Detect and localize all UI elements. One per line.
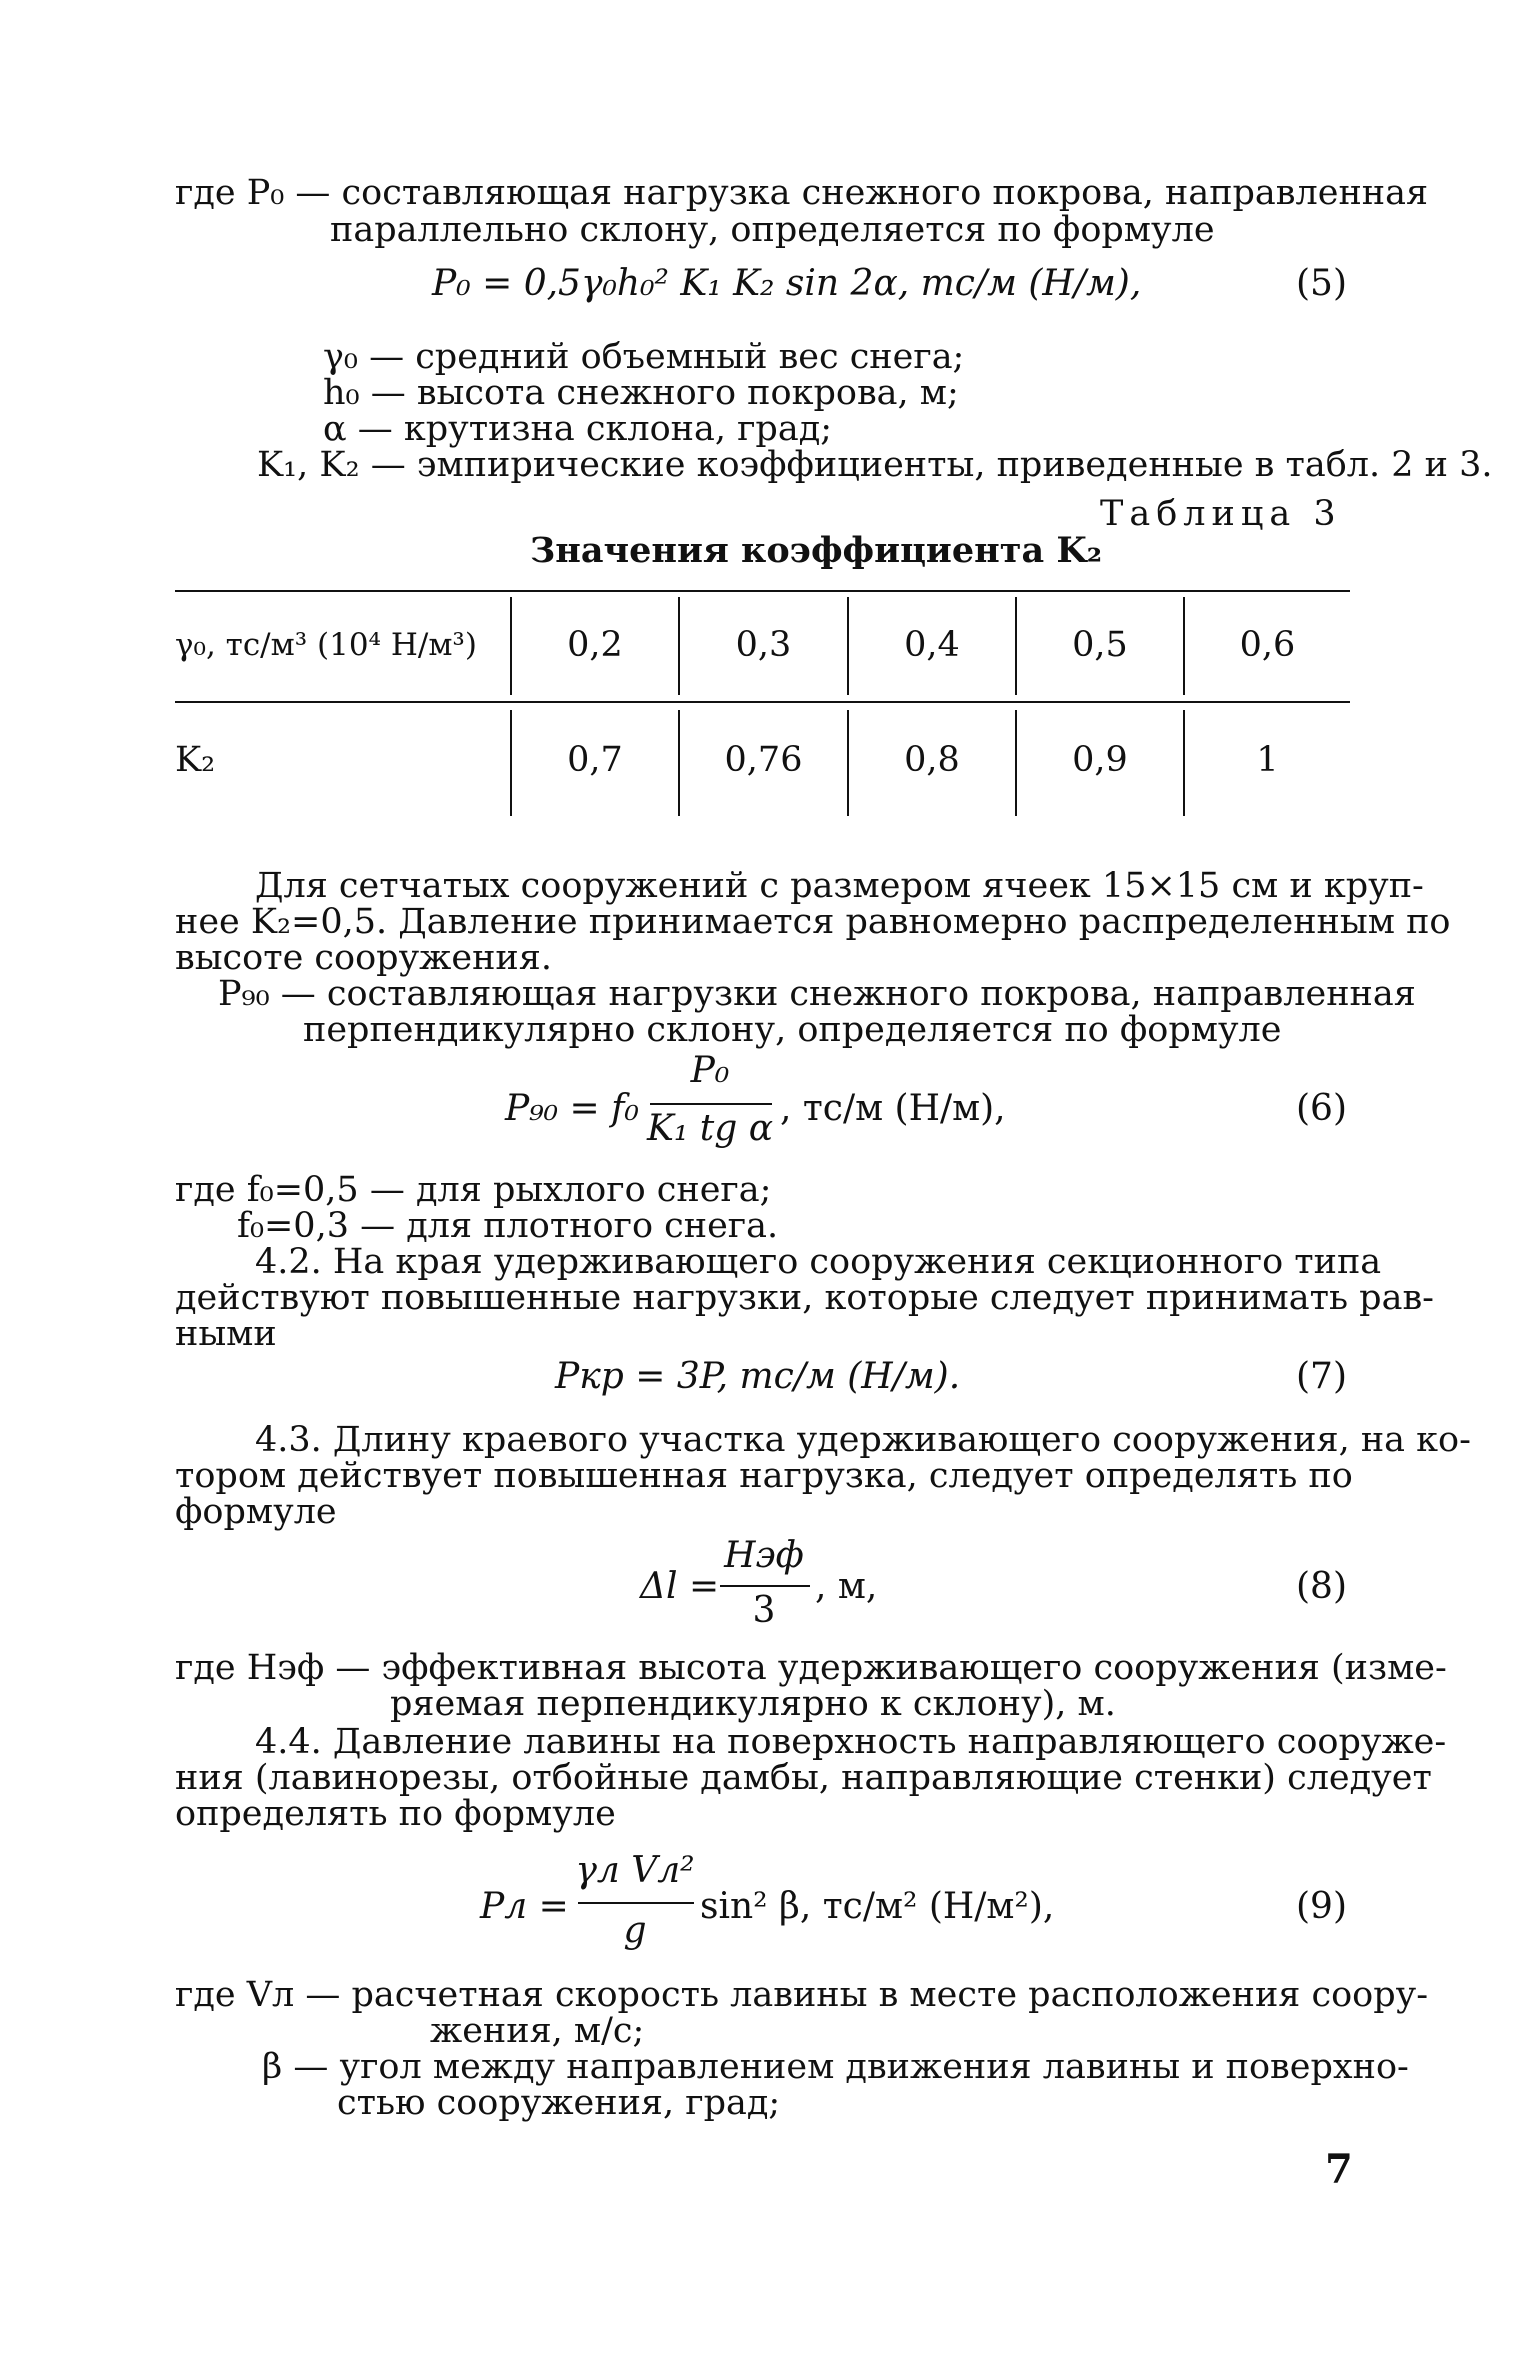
table-row2-header: K₂: [175, 740, 216, 780]
formula-6-denominator: K₁ tg α: [646, 1108, 774, 1149]
formula-8-units: , м,: [815, 1566, 878, 1607]
table-row1-cell: 0,4: [904, 625, 960, 665]
net-paragraph-line-2: нее K₂=0,5. Давление принимается равномерно распределенным по: [175, 902, 1451, 942]
formula-8-fraction-bar: [720, 1585, 810, 1587]
h-definition: h₀ — высота снежного покрова, м;: [323, 373, 959, 413]
table-top-rule: [175, 590, 1350, 592]
v-definition-line-1: где Vл — расчетная скорость лавины в месте расположения соору-: [175, 1975, 1429, 2015]
formula-7-number: (7): [1296, 1356, 1347, 1397]
formula-9-denominator: g: [623, 1910, 647, 1951]
formula-8-number: (8): [1296, 1566, 1347, 1607]
section-4-2-line-1: 4.2. На края удерживающего сооружения секционного типа: [255, 1242, 1382, 1282]
net-paragraph-line-3: высоте сооружения.: [175, 938, 552, 978]
section-4-4-line-2: ния (лавинорезы, отбойные дамбы, направляющие стенки) следует: [175, 1758, 1432, 1798]
k-definition: K₁, K₂ — эмпирические коэффициенты, приведенные в табл. 2 и 3.: [257, 445, 1493, 485]
heff-definition-line-2: ряемая перпендикулярно к склону), м.: [390, 1684, 1116, 1724]
formula-9-units: sin² β, тс/м² (Н/м²),: [700, 1886, 1055, 1927]
formula-9-lhs: Pл =: [480, 1886, 569, 1927]
table-row1-cell: 0,3: [735, 625, 792, 665]
p90-definition-line-1: P₉₀ — составляющая нагрузки снежного покрова, направленная: [218, 974, 1416, 1014]
table-row1-header: γ₀, тс/м³ (10⁴ Н/м³): [175, 627, 477, 663]
section-4-2-line-3: ными: [175, 1314, 277, 1354]
p0-definition-line-2: параллельно склону, определяется по формуле: [330, 210, 1215, 250]
formula-9-fraction-bar: [578, 1902, 694, 1904]
table-row1-cell: 0,2: [567, 625, 623, 665]
formula-6-number: (6): [1296, 1088, 1347, 1129]
section-4-3-line-2: тором действует повышенная нагрузка, следует определять по: [175, 1456, 1353, 1496]
formula-6-fraction-bar: [650, 1103, 772, 1105]
p0-definition-line-1: где P₀ — составляющая нагрузка снежного покрова, направленная: [175, 173, 1429, 213]
table-row2-cell: 0,9: [1072, 740, 1128, 780]
table-row2-cell: 1: [1256, 740, 1279, 780]
formula-8-denominator: 3: [752, 1590, 776, 1631]
table-row2-cell: 0,8: [904, 740, 960, 780]
table-middle-rule: [175, 701, 1350, 703]
formula-5: P₀ = 0,5γ₀h₀² K₁ K₂ sin 2α, тс/м (Н/м),: [432, 263, 1142, 304]
formula-8-numerator: Hэф: [724, 1535, 804, 1576]
table-row2-cell: 0,7: [567, 740, 623, 780]
section-4-2-line-2: действуют повышенные нагрузки, которые следует принимать рав-: [175, 1278, 1434, 1318]
formula-9-numerator: γл Vл²: [575, 1850, 695, 1891]
formula-9-number: (9): [1296, 1886, 1347, 1927]
table-row1-cell: 0,6: [1239, 625, 1296, 665]
net-paragraph-line-1: Для сетчатых сооружений с размером ячеек 15×15 см и круп-: [255, 866, 1424, 906]
table-title: Значения коэффициента K₂: [530, 530, 1103, 571]
section-4-4-line-3: определять по формуле: [175, 1794, 616, 1834]
formula-6-lhs: P₉₀ = f₀: [505, 1088, 639, 1129]
alpha-definition: α — крутизна склона, град;: [323, 409, 833, 449]
formula-7: Pкр = 3P, тс/м (Н/м).: [555, 1356, 961, 1397]
f0-definition-line-1: где f₀=0,5 — для рыхлого снега;: [175, 1170, 772, 1210]
section-4-4-line-1: 4.4. Давление лавины на поверхность направляющего сооруже-: [255, 1722, 1447, 1762]
gamma-definition: γ₀ — средний объемный вес снега;: [323, 337, 965, 377]
f0-definition-line-2: f₀=0,3 — для плотного снега.: [237, 1206, 779, 1246]
table-row1-cell: 0,5: [1072, 625, 1128, 665]
table-label: Таблица 3: [1100, 494, 1342, 534]
beta-definition-line-1: β — угол между направлением движения лавины и поверхно-: [262, 2047, 1409, 2087]
formula-5-number: (5): [1296, 263, 1347, 304]
p90-definition-line-2: перпендикулярно склону, определяется по формуле: [303, 1010, 1282, 1050]
table-row2-cell: 0,76: [724, 740, 803, 780]
v-definition-line-2: жения, м/с;: [430, 2011, 645, 2051]
section-4-3-line-3: формуле: [175, 1492, 337, 1532]
page-number: 7: [1325, 2146, 1353, 2193]
formula-6-units: , тс/м (Н/м),: [780, 1088, 1006, 1129]
formula-6-numerator: P₀: [690, 1050, 730, 1091]
section-4-3-line-1: 4.3. Длину краевого участка удерживающего сооружения, на ко-: [255, 1420, 1471, 1460]
formula-8-lhs: Δl =: [640, 1566, 720, 1607]
heff-definition-line-1: где Hэф — эффективная высота удерживающего сооружения (изме-: [175, 1648, 1447, 1688]
beta-definition-line-2: стью сооружения, град;: [337, 2083, 781, 2123]
